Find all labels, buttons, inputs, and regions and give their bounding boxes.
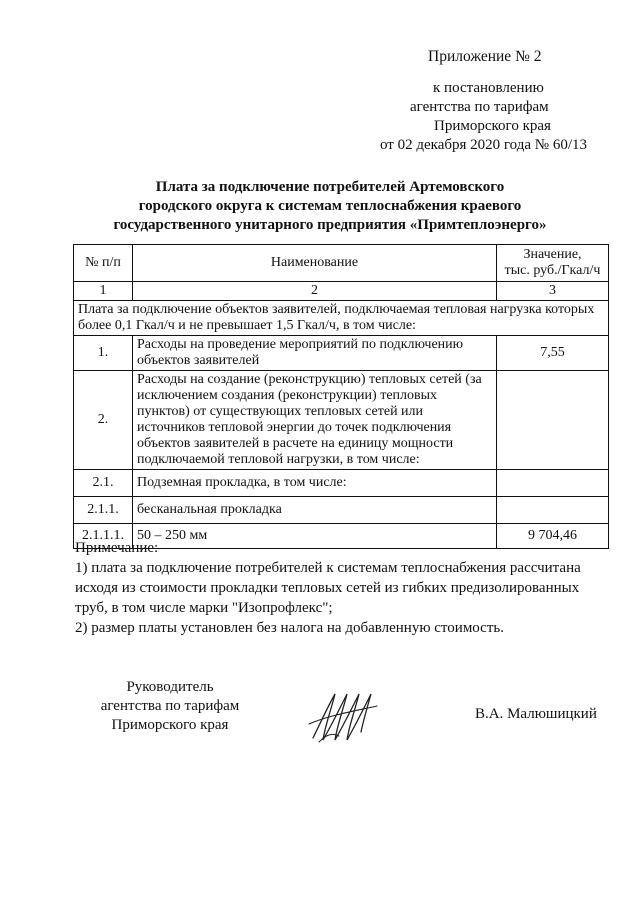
row-value — [497, 497, 609, 524]
header-value-line-1: Значение, — [523, 247, 582, 262]
notes-title: Примечание: — [75, 540, 159, 556]
header-value-line-2: тыс. руб./Гкал/ч — [504, 263, 601, 278]
appendix-line-1: к постановлению — [433, 80, 544, 96]
row-name: Расходы на создание (реконструкцию) тепловых сетей (за исключением создания (реконструкции) тепловых пунктов) от существующих тепловых сетей или источников тепловой энергии до точек подключения объектов заявителей в расчете на единицу мощности подключаемой тепловой нагрузки, в том числе: — [133, 371, 497, 470]
heading-line-1: Плата за подключение потребителей Артемовского — [155, 179, 505, 195]
table-row — [74, 470, 609, 497]
row-num: 2. — [74, 371, 133, 470]
signatory-role-line-3: Приморского края — [111, 717, 229, 733]
notes — [75, 538, 610, 638]
row-name: бесканальная прокладка — [133, 497, 497, 524]
heading-line-2: городского округа к системам теплоснабжения краевого — [138, 198, 522, 214]
signatory-name: В.А. Малюшицкий — [475, 706, 597, 722]
row-num: 2.1.1.1. — [74, 524, 133, 549]
table-row — [74, 336, 609, 371]
document-heading — [60, 178, 600, 235]
row-name: Расходы на проведение мероприятий по подключению объектов заявителей — [133, 336, 497, 371]
signatory-role-line-2: агентства по тарифам — [100, 698, 240, 714]
row-value: 7,55 — [497, 336, 609, 371]
table-header-row — [74, 245, 609, 282]
appendix-title: Приложение № 2 — [428, 48, 542, 65]
header-value — [497, 245, 609, 282]
heading-line-3: государственного унитарного предприятия «Примтеплоэнерго» — [113, 217, 547, 233]
appendix-line-2: агентства по тарифам — [410, 99, 549, 115]
notes-item-1: 1) плата за подключение потребителей к системам теплоснабжения рассчитана исходя из стоимости прокладки тепловых сетей из гибких предизолированных труб, в том числе марки "Изопрофлекс"; — [75, 560, 581, 616]
header-num: № п/п — [74, 245, 133, 282]
column-number-row — [74, 282, 609, 301]
column-number-2: 2 — [133, 282, 497, 301]
fees-table — [73, 244, 609, 549]
table-row — [74, 497, 609, 524]
row-num: 1. — [74, 336, 133, 371]
row-num: 2.1. — [74, 470, 133, 497]
table-row — [74, 371, 609, 470]
row-value: 9 704,46 — [497, 524, 609, 549]
column-number-3: 3 — [497, 282, 609, 301]
section-row — [74, 301, 609, 336]
column-number-1: 1 — [74, 282, 133, 301]
notes-item-2: 2) размер платы установлен без налога на добавленную стоимость. — [75, 620, 504, 636]
row-num: 2.1.1. — [74, 497, 133, 524]
row-name: Подземная прокладка, в том числе: — [133, 470, 497, 497]
handwritten-signature — [305, 686, 385, 746]
row-value — [497, 470, 609, 497]
signatory-role-line-1: Руководитель — [126, 679, 214, 695]
row-name: 50 – 250 мм — [133, 524, 497, 549]
section-text: Плата за подключение объектов заявителей, подключаемая тепловая нагрузка которых более 0,1 Гкал/ч и не превышает 1,5 Гкал/ч, в том числе: — [74, 301, 609, 336]
appendix-line-3: Приморского края — [434, 118, 551, 134]
signatory-role — [75, 678, 265, 735]
row-value — [497, 371, 609, 470]
header-name: Наименование — [133, 245, 497, 282]
appendix-line-4: от 02 декабря 2020 года № 60/13 — [380, 137, 588, 153]
